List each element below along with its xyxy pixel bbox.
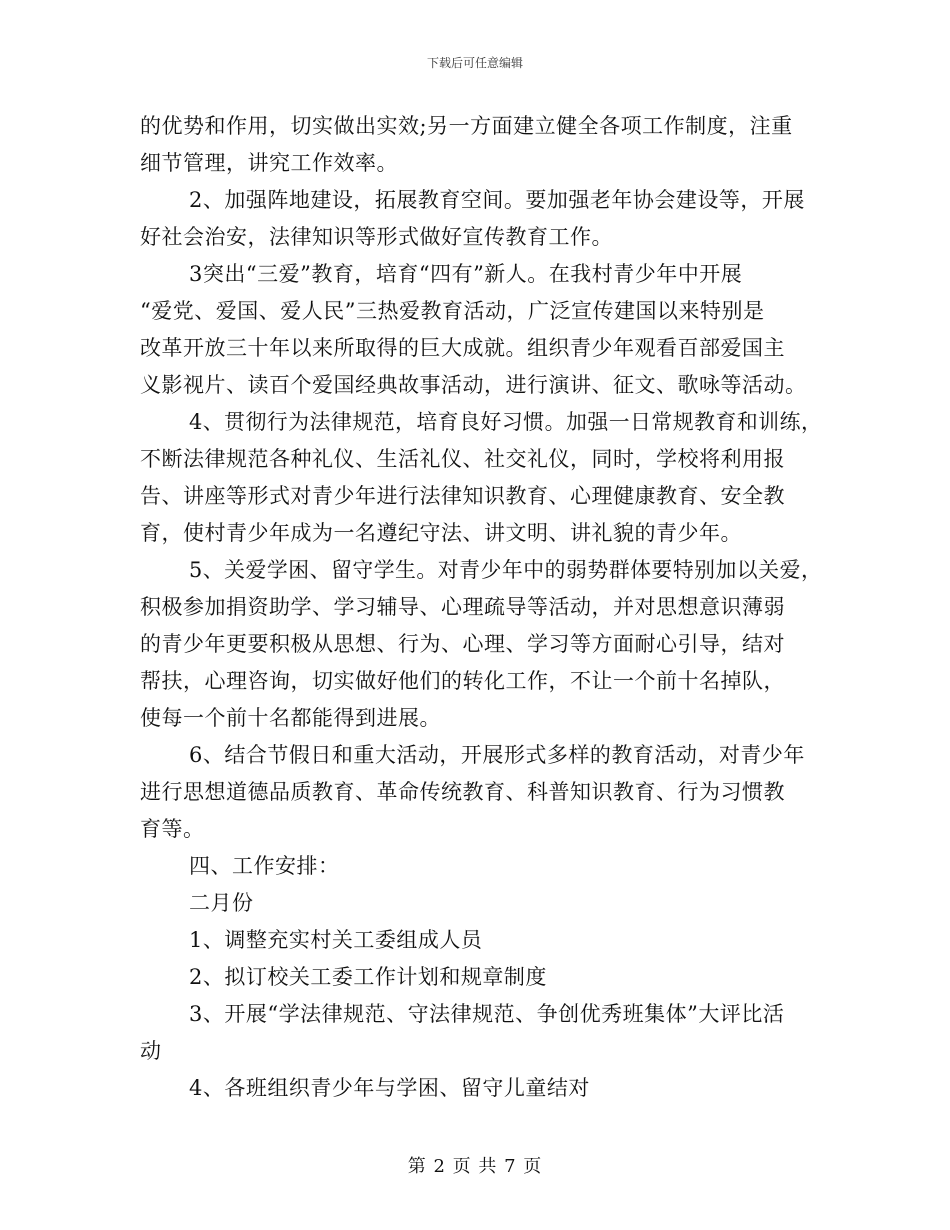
- list-item: 1、调整充实村关工委组成人员: [189, 928, 483, 952]
- section-heading: 四、工作安排：: [189, 854, 340, 878]
- text-line: 2、加强阵地建设，拓展教育空间。要加强老年协会建设等，开展: [189, 188, 805, 212]
- text-line: 进行思想道德品质教育、革命传统教育、科普知识教育、行为习惯教: [140, 780, 785, 804]
- text-line: 不断法律规范各种礼仪、生活礼仪、社交礼仪，同时，学校将利用报: [140, 447, 785, 471]
- page-header: 下载后可任意编辑: [426, 56, 523, 70]
- text-line: 6、结合节假日和重大活动，开展形式多样的教育活动，对青少年: [189, 743, 805, 767]
- text-line: 细节管理，讲究工作效率。: [140, 151, 398, 175]
- text-line: 义影视片、读百个爱国经典故事活动，进行演讲、征文、歌咏等活动。: [140, 373, 807, 397]
- month-heading: 二月份: [189, 891, 254, 915]
- text-line: 4、贯彻行为法律规范，培育良好习惯。加强一日常规教育和训练，: [189, 410, 823, 434]
- text-line: 使每一个前十名都能得到进展。: [140, 706, 441, 730]
- list-item: 3、开展“学法律规范、守法律规范、争创优秀班集体”大评比活: [189, 1002, 785, 1026]
- text-line: 好社会治安，法律知识等形式做好宣传教育工作。: [140, 225, 613, 249]
- text-line: 积极参加捐资助学、学习辅导、心理疏导等活动，并对思想意识薄弱: [140, 595, 785, 619]
- list-item: 4、各班组织青少年与学困、留守儿童结对: [189, 1076, 590, 1100]
- text-line: 的优势和作用，切实做出实效;另一方面建立健全各项工作制度，注重: [140, 114, 793, 138]
- text-line: 5、关爱学困、留守学生。对青少年中的弱势群体要特别加以关爱，: [189, 558, 823, 582]
- text-line: 的青少年更要积极从思想、行为、心理、学习等方面耐心引导，结对: [140, 632, 785, 656]
- list-item: 2、拟订校关工委工作计划和规章制度: [189, 965, 547, 989]
- list-item: 动: [140, 1039, 162, 1063]
- text-line: 3突出“三爱”教育，培育“四有”新人。在我村青少年中开展: [189, 262, 743, 286]
- text-line: 告、讲座等形式对青少年进行法律知识教育、心理健康教育、安全教: [140, 484, 785, 508]
- text-line: “爱党、爱国、爱人民”三热爱教育活动，广泛宣传建国以来特别是: [140, 299, 765, 323]
- page-number: 第 2 页 共 7 页: [407, 1156, 543, 1177]
- text-line: 育，使村青少年成为一名遵纪守法、讲文明、讲礼貌的青少年。: [140, 521, 742, 545]
- text-line: 改革开放三十年以来所取得的巨大成就。组织青少年观看百部爱国主: [140, 336, 785, 360]
- text-line: 育等。: [140, 817, 205, 841]
- text-line: 帮扶，心理咨询，切实做好他们的转化工作，不让一个前十名掉队，: [140, 669, 785, 693]
